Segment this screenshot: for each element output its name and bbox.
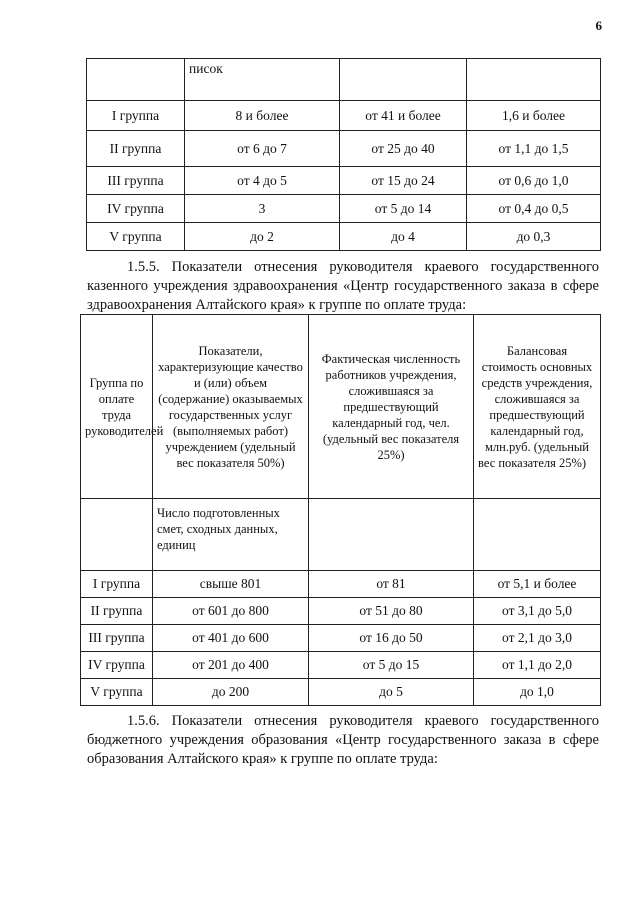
table-row bbox=[81, 571, 601, 598]
table-2-header-row bbox=[81, 315, 601, 499]
value-cell: от 5 до 14 bbox=[340, 195, 467, 223]
value-cell: от 4 до 5 bbox=[185, 167, 340, 195]
group-cell: IV группа bbox=[87, 195, 185, 223]
value-cell: от 25 до 40 bbox=[340, 131, 467, 167]
table-row bbox=[81, 679, 601, 706]
header-group: Группа по оплате труда руководителей bbox=[81, 315, 153, 499]
value-cell: до 0,3 bbox=[467, 223, 601, 251]
value-cell: 3 bbox=[185, 195, 340, 223]
header-quality: Показатели, характеризующие качество и (или) объем (содержание) оказываемых государственных услуг (выполняемых работ) учреждением (удельный вес показателя 50%) bbox=[153, 315, 309, 499]
group-cell: II группа bbox=[81, 598, 153, 625]
table-row bbox=[87, 101, 601, 131]
table-2 bbox=[80, 314, 601, 706]
table-row bbox=[81, 625, 601, 652]
value-cell: от 41 и более bbox=[340, 101, 467, 131]
table-row bbox=[87, 131, 601, 167]
value-cell: от 1,1 до 2,0 bbox=[474, 652, 601, 679]
value-cell: до 4 bbox=[340, 223, 467, 251]
group-cell: IV группа bbox=[81, 652, 153, 679]
header-balance: Балансовая стоимость основных средств учреждения, сложившаяся за предшествующий календарный год, млн.руб. (удельный вес показателя 25%) bbox=[474, 315, 601, 499]
value-cell: от 5 до 15 bbox=[309, 652, 474, 679]
table-row bbox=[81, 652, 601, 679]
group-cell: I группа bbox=[87, 101, 185, 131]
table-row bbox=[87, 167, 601, 195]
value-cell: от 401 до 600 bbox=[153, 625, 309, 652]
value-cell: от 201 до 400 bbox=[153, 652, 309, 679]
group-cell: II группа bbox=[87, 131, 185, 167]
page-number: 6 bbox=[595, 18, 602, 33]
group-cell: V группа bbox=[81, 679, 153, 706]
value-cell: от 6 до 7 bbox=[185, 131, 340, 167]
group-cell: III группа bbox=[87, 167, 185, 195]
value-cell: от 3,1 до 5,0 bbox=[474, 598, 601, 625]
value-cell: свыше 801 bbox=[153, 571, 309, 598]
value-cell: до 1,0 bbox=[474, 679, 601, 706]
value-cell: от 5,1 и более bbox=[474, 571, 601, 598]
table-row bbox=[87, 223, 601, 251]
value-cell: от 51 до 80 bbox=[309, 598, 474, 625]
group-cell: V группа bbox=[87, 223, 185, 251]
subheader-estimates: Число подготовленных смет, сходных данных, единиц bbox=[153, 499, 309, 571]
value-cell: до 2 bbox=[185, 223, 340, 251]
group-cell: I группа bbox=[81, 571, 153, 598]
continuation-text: писок bbox=[185, 59, 340, 101]
value-cell: от 601 до 800 bbox=[153, 598, 309, 625]
value-cell: от 2,1 до 3,0 bbox=[474, 625, 601, 652]
value-cell: 1,6 и более bbox=[467, 101, 601, 131]
section-1-5-5-text: 1.5.5. Показатели отнесения руководителя краевого государственного казенного учреждения здравоохранения «Центр государственного заказа в сфере здравоохранения Алтайского края» к группе по оплате труда: bbox=[87, 259, 599, 313]
value-cell: от 0,4 до 0,5 bbox=[467, 195, 601, 223]
table-1 bbox=[86, 58, 601, 251]
value-cell: 8 и более bbox=[185, 101, 340, 131]
value-cell: от 81 bbox=[309, 571, 474, 598]
value-cell: от 0,6 до 1,0 bbox=[467, 167, 601, 195]
group-cell: III группа bbox=[81, 625, 153, 652]
value-cell: от 16 до 50 bbox=[309, 625, 474, 652]
table-row bbox=[87, 195, 601, 223]
value-cell: от 15 до 24 bbox=[340, 167, 467, 195]
value-cell: до 200 bbox=[153, 679, 309, 706]
table-1-continuation-row bbox=[87, 59, 601, 101]
value-cell: от 1,1 до 1,5 bbox=[467, 131, 601, 167]
table-row bbox=[81, 598, 601, 625]
section-1-5-6-text: 1.5.6. Показатели отнесения руководителя краевого государственного бюджетного учреждения образования «Центр государственного заказа в сфере образования Алтайского края» к группе по оплате труда: bbox=[87, 713, 599, 767]
header-staff: Фактическая численность работников учреждения, сложившаяся за предшествующий календарный год, чел. (удельный вес показателя 25%) bbox=[309, 315, 474, 499]
value-cell: до 5 bbox=[309, 679, 474, 706]
table-2-subheader-row bbox=[81, 499, 601, 571]
